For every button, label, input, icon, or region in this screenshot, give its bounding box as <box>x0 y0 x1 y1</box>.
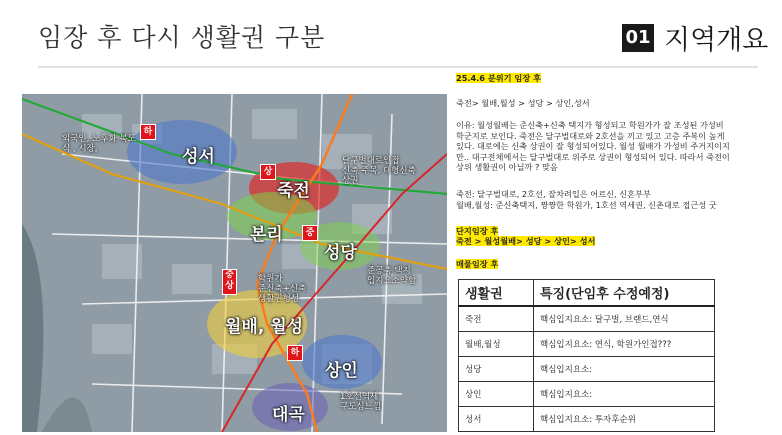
table-header-area: 생활권 <box>459 280 534 307</box>
table-row <box>459 407 715 432</box>
area-label-seongdang: 성당 <box>324 243 357 263</box>
table-cell-feature: 핵심입지요소: <box>534 382 715 407</box>
table-row <box>459 332 715 357</box>
page-title: 임장 후 다시 생활권 구분 <box>38 23 326 52</box>
table-cell-feature: 핵심입지요소: 투자후순위 <box>534 407 715 432</box>
map-image <box>22 94 447 432</box>
map-note-jukjeon: 달구벌대로인접 신축 주목, 대형신축 상권 <box>342 156 416 186</box>
grade-marker-seongseo: 하 <box>140 124 156 140</box>
map-note-wolbae: 학원가 준신축+신축 생활권형성 <box>258 274 307 304</box>
grade-marker-wolbae <box>222 269 237 295</box>
notes-reason-2: 학군지로 보인다. 죽전은 달구벌대로와 2호선을 끼고 있고 고층 주복이 높게 <box>456 130 725 141</box>
title-rule <box>38 66 758 68</box>
map-note-seongdang: 준공축 택지 입지요소약함 <box>367 266 417 286</box>
table-cell-area: 상인 <box>459 382 534 407</box>
grade-marker-sangin: 하 <box>287 345 303 361</box>
notes-sale-heading-text: 매물임장 후 <box>456 259 499 269</box>
area-label-sangin: 상인 <box>325 361 358 381</box>
grade-marker-wolbae-label: 중 상 <box>225 270 234 291</box>
area-label-bonri: 본리 <box>250 225 283 245</box>
notes-reason-3: 있다. 대로에는 신축 상권이 잘 형성되어있다. 월성 월배가 가성비 주거지이지 <box>456 141 730 151</box>
map-note-daegok: 1호선역세 구도심느낌 <box>340 392 382 412</box>
table-cell-feature: 핵심입지요소: <box>534 357 715 382</box>
notes-dan-heading <box>456 226 498 237</box>
map-note-seongseo: 외국인, 노후화 복도 식 , 시장, <box>62 134 136 154</box>
notes-dan-line <box>456 236 595 247</box>
area-label-jukjeon: 죽전 <box>277 181 310 201</box>
table-cell-area: 죽전 <box>459 306 534 332</box>
table-row <box>459 357 715 382</box>
table-cell-area: 성당 <box>459 357 534 382</box>
area-label-wolbae: 월배, 월성 <box>225 317 304 337</box>
table-cell-area: 월배,월성 <box>459 332 534 357</box>
notes-date-heading-text: 25.4.6 분위기 임장 후 <box>456 73 542 83</box>
notes-order-line: 죽전> 월배,월성 > 성당 > 상인,성서 <box>456 98 590 108</box>
notes-date-heading <box>456 73 541 84</box>
table-row <box>459 306 715 332</box>
notes-reason-1: 이유: 월성월배는 준신축+신축 택지가 형성되고 학원가가 잘 조성된 가성비 <box>456 120 724 130</box>
notes-dan-heading-text: 단지임장 후 <box>456 226 499 236</box>
notes-detail-1: 죽전: 달구벌대로, 2호선, 잘차려입은 어르신, 신혼부부 <box>456 189 651 199</box>
notes-sale-heading <box>456 259 498 270</box>
table-cell-feature: 핵심입지요소: 달구벌, 브랜드,연식 <box>534 306 715 332</box>
section-title: 지역개요 <box>664 25 769 56</box>
notes-dan-line-text: 죽전 > 월성월배> 성당 > 상인> 성서 <box>456 236 596 246</box>
table-header-row <box>459 280 715 307</box>
notes-reason-5: 상위 생활권이 아닐까 ? 맞음 <box>456 162 558 172</box>
table-header-feature: 특징(단임후 수정예정) <box>534 280 715 307</box>
table-cell-area: 성서 <box>459 407 534 432</box>
table-cell-feature: 핵심입지요소: 연식, 학원가인접??? <box>534 332 715 357</box>
area-label-daegok: 대곡 <box>272 405 305 425</box>
section-number: 01 <box>622 24 654 52</box>
area-label-seongseo: 성서 <box>182 147 215 167</box>
grade-marker-jukjeon: 상 <box>260 164 276 180</box>
feature-table <box>458 279 715 432</box>
table-row <box>459 382 715 407</box>
notes-detail-2: 월배,월성: 준신축택지, 짱짱한 학원가, 1호선 역세권, 신촌대로 접근성 굿 <box>456 199 717 210</box>
grade-marker-seongdang: 중 <box>302 225 318 241</box>
notes-reason-4: 만.. 대구전체에서는 달구벌대로 위주로 상권이 형성되어 있다. 따라서 죽전이 <box>456 151 730 162</box>
